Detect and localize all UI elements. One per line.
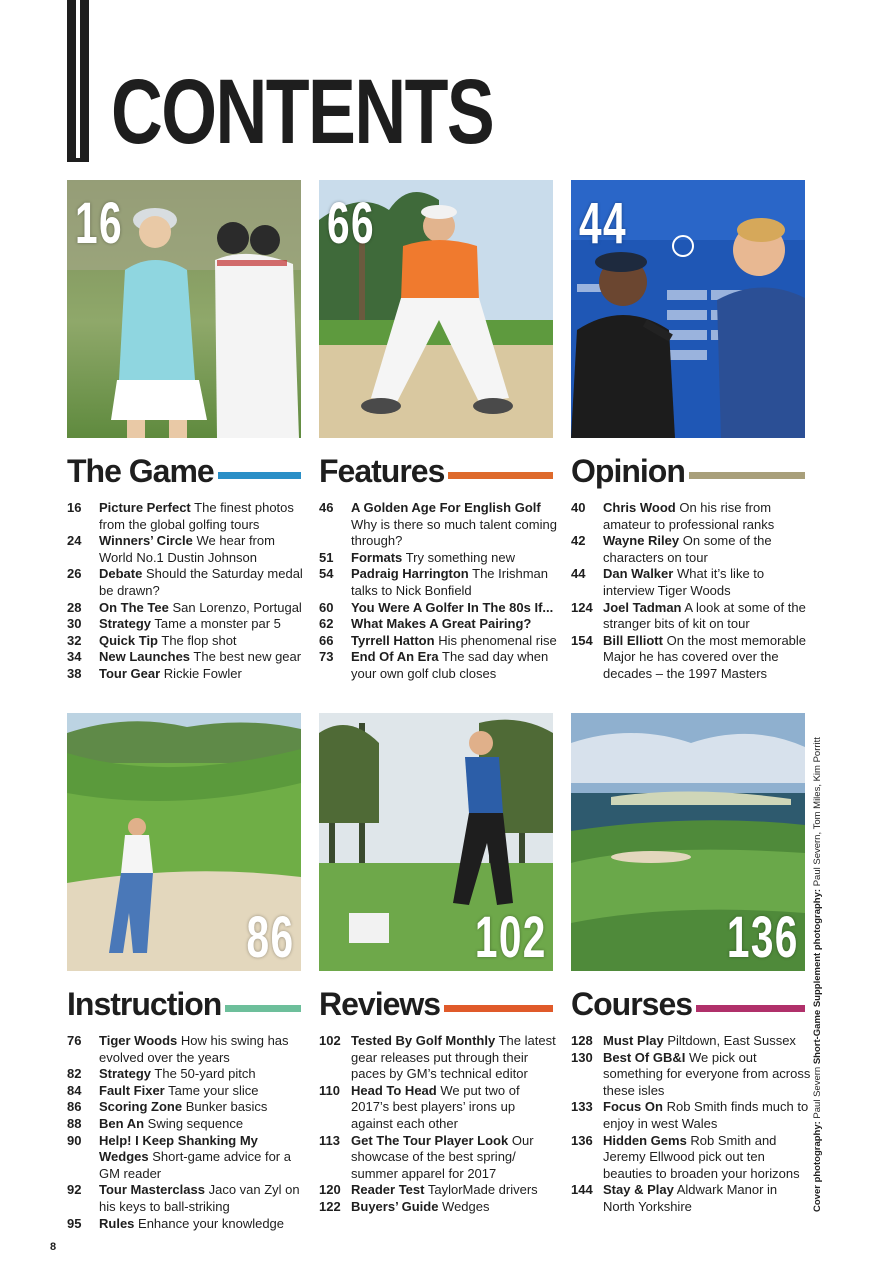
entry-description: Bunker basics [185, 1099, 268, 1115]
entry-description: Why is there so much talent coming through? [351, 516, 557, 549]
entry-title: Chris Wood [603, 500, 676, 515]
list-reviews [319, 1033, 559, 1216]
entry-title: Buyers’ Guide [351, 1198, 439, 1214]
entry-description: A look at some of the stranger bits of kit on tour [603, 599, 806, 632]
entry-title: Tested By Golf Monthly [351, 1033, 496, 1048]
entry-title: Hidden Gems [603, 1132, 687, 1148]
contents-entry [571, 1099, 811, 1132]
entry-title: Quick Tip [99, 632, 158, 648]
contents-entry [319, 500, 559, 550]
entry-title: A Golden Age For English Golf [351, 500, 541, 515]
contents-entry [319, 1182, 559, 1199]
entry-page-number: 44 [571, 566, 586, 582]
entry-title: Formats [351, 549, 403, 565]
contents-entry [571, 633, 811, 683]
entry-title: Rules [99, 1215, 135, 1231]
entry-page-number: 128 [571, 1033, 593, 1048]
entry-title: Reader Test [351, 1182, 425, 1198]
photo-credit [812, 737, 823, 1212]
entry-page-number: 124 [571, 599, 593, 615]
entry-description: Jaco van Zyl on his keys to ball-striking [99, 1182, 300, 1214]
contents-entry [571, 1133, 811, 1183]
entry-title: You Were A Golfer In The 80s If... [351, 599, 554, 615]
section-header-reviews [319, 985, 553, 1025]
entry-description: Aldwark Manor in North Yorkshire [603, 1182, 778, 1214]
section-title: Reviews [319, 985, 444, 1023]
list-the-game [67, 500, 307, 683]
contents-header [67, 0, 494, 163]
photo-courses [571, 713, 805, 971]
contents-entry [319, 550, 559, 567]
entry-description: On the most memorable Major he has covered over the decades – the 1997 Masters [603, 632, 807, 681]
contents-entry [67, 616, 307, 633]
contents-entry [67, 1216, 307, 1233]
photo-page-number: 44 [579, 191, 627, 256]
entry-title: Fault Fixer [99, 1082, 165, 1098]
list-features [319, 500, 559, 683]
contents-entry [67, 566, 307, 599]
entry-description: We pick out something for everyone from across these isles [603, 1049, 811, 1098]
photo-the-game [67, 180, 301, 438]
entry-description: The 50-yard pitch [154, 1066, 256, 1082]
entry-page-number: 86 [67, 1099, 82, 1115]
section-title: Features [319, 452, 448, 490]
entry-page-number: 66 [319, 632, 334, 648]
photo-instruction [67, 713, 301, 971]
entry-description: Our showcase of the best spring/ summer apparel for 2017 [351, 1132, 534, 1181]
entry-description: On some of the characters on tour [603, 533, 772, 565]
entry-page-number: 24 [67, 533, 82, 549]
entry-title: New Launches [99, 649, 191, 665]
entry-page-number: 51 [319, 549, 334, 565]
entry-page-number: 130 [571, 1049, 593, 1065]
photo-page-number: 16 [75, 191, 123, 256]
entry-title: Tyrrell Hatton [351, 632, 435, 648]
contents-entry [319, 649, 559, 682]
contents-entry [67, 1083, 307, 1100]
entry-page-number: 73 [319, 649, 334, 665]
entry-description: His phenomenal rise [438, 632, 557, 648]
entry-page-number: 38 [67, 665, 82, 681]
contents-entry [571, 1033, 811, 1050]
photo-page-number: 136 [727, 905, 799, 970]
entry-page-number: 144 [571, 1182, 593, 1198]
section-title: Courses [571, 985, 696, 1023]
page-title: CONTENTS [111, 61, 494, 163]
entry-page-number: 133 [571, 1099, 593, 1115]
entry-page-number: 88 [67, 1115, 82, 1131]
entry-title: Joel Tadman [603, 599, 682, 615]
entry-title: Best Of GB&I [603, 1049, 686, 1065]
contents-entry [67, 533, 307, 566]
contents-entry [319, 616, 559, 633]
entry-title: Padraig Harrington [351, 566, 469, 582]
photo-page-number: 102 [475, 905, 547, 970]
entry-page-number: 34 [67, 649, 82, 665]
entry-description: Piltdown, East Sussex [667, 1033, 796, 1048]
entry-description: Swing sequence [147, 1115, 244, 1131]
contents-entry [571, 1050, 811, 1100]
entry-title: Focus On [603, 1099, 663, 1115]
entry-page-number: 92 [67, 1182, 82, 1198]
contents-entry [67, 1116, 307, 1133]
contents-entry [319, 600, 559, 617]
list-instruction [67, 1033, 307, 1232]
photo-features [319, 180, 553, 438]
entry-title: On The Tee [99, 599, 169, 615]
entry-description: TaylorMade drivers [427, 1182, 538, 1198]
entry-page-number: 16 [67, 500, 82, 515]
entry-description: What it’s like to interview Tiger Woods [603, 566, 765, 598]
entry-page-number: 102 [319, 1033, 341, 1048]
section-header-the-game [67, 452, 301, 492]
contents-entry [319, 1133, 559, 1183]
section-title: Opinion [571, 452, 689, 490]
contents-entry [571, 1182, 811, 1215]
contents-entry [319, 633, 559, 650]
entry-title: Strategy [99, 616, 152, 632]
contents-entry [319, 566, 559, 599]
contents-entry [67, 1033, 307, 1066]
contents-entry [67, 666, 307, 683]
entry-title: End Of An Era [351, 649, 439, 665]
photo-opinion [571, 180, 805, 438]
entry-page-number: 84 [67, 1082, 82, 1098]
entry-description: Rickie Fowler [163, 665, 242, 681]
entry-page-number: 110 [319, 1082, 340, 1098]
entry-title: Dan Walker [603, 566, 674, 582]
entry-description: The finest photos from the global golfing tours [99, 500, 294, 532]
entry-page-number: 54 [319, 566, 334, 582]
entry-description: Try something new [405, 549, 516, 565]
entry-description: Tame your slice [168, 1082, 259, 1098]
entry-title: Ben An [99, 1115, 145, 1131]
entry-description: Tame a monster par 5 [154, 616, 281, 632]
photo-reviews [319, 713, 553, 971]
credit-label: Short-Game Supplement photography: [812, 888, 823, 1065]
entry-page-number: 40 [571, 500, 586, 515]
entry-title: Wayne Riley [603, 533, 680, 549]
entry-title: Bill Elliott [603, 632, 663, 648]
entry-title: Winners’ Circle [99, 533, 193, 549]
entry-page-number: 136 [571, 1132, 593, 1148]
entry-page-number: 76 [67, 1033, 82, 1048]
entry-title: Picture Perfect [99, 500, 191, 515]
photo-page-number: 86 [247, 905, 295, 970]
entry-title: Debate [99, 566, 143, 582]
contents-entry [67, 600, 307, 617]
entry-description: We put two of 2017’s best players’ irons up against each other [351, 1082, 520, 1131]
entry-description: The best new gear [193, 649, 302, 665]
contents-entry [67, 649, 307, 666]
entry-page-number: 154 [571, 632, 593, 648]
credit-label: Cover photography: [812, 1121, 823, 1212]
entry-title: Tour Masterclass [99, 1182, 205, 1198]
entry-description: On his rise from amateur to professional ranks [603, 500, 775, 532]
entry-page-number: 28 [67, 599, 82, 615]
entry-title: Tiger Woods [99, 1033, 178, 1048]
contents-entry [67, 500, 307, 533]
entry-page-number: 42 [571, 533, 586, 549]
entry-title: Get The Tour Player Look [351, 1132, 509, 1148]
entry-page-number: 113 [319, 1132, 340, 1148]
contents-entry [67, 1182, 307, 1215]
entry-page-number: 26 [67, 566, 82, 582]
entry-description: Wedges [442, 1198, 490, 1214]
contents-entry [67, 1099, 307, 1116]
section-header-courses [571, 985, 805, 1025]
entry-title: What Makes A Great Pairing? [351, 616, 532, 632]
section-header-opinion [571, 452, 805, 492]
contents-entry [319, 1083, 559, 1133]
contents-entry [67, 1066, 307, 1083]
contents-entry [571, 500, 811, 533]
header-bar-graphic [67, 0, 89, 162]
photo-page-number: 66 [327, 191, 375, 256]
entry-title: Head To Head [351, 1082, 437, 1098]
entry-description: Should the Saturday medal be drawn? [99, 566, 303, 598]
entry-description: Rob Smith and Jeremy Ellwood pick out ten beauties to broaden your horizons [603, 1132, 800, 1181]
list-opinion [571, 500, 811, 683]
entry-description: Rob Smith finds much to enjoy in west Wales [603, 1099, 809, 1131]
entry-page-number: 95 [67, 1215, 82, 1231]
entry-page-number: 62 [319, 616, 334, 632]
entry-description: How his swing has evolved over the years [99, 1033, 289, 1065]
section-header-instruction [67, 985, 301, 1025]
entry-title: Strategy [99, 1066, 152, 1082]
entry-description: San Lorenzo, Portugal [172, 599, 302, 615]
entry-page-number: 90 [67, 1132, 82, 1148]
entry-title: Stay & Play [603, 1182, 674, 1198]
entry-page-number: 122 [319, 1198, 341, 1214]
contents-entry [67, 633, 307, 650]
entry-page-number: 82 [67, 1066, 82, 1082]
entry-description: Enhance your knowledge [138, 1215, 285, 1231]
contents-entry [319, 1199, 559, 1216]
contents-entry [67, 1133, 307, 1183]
entry-title: Help! I Keep Shanking My Wedges [99, 1132, 258, 1165]
contents-entry [319, 1033, 559, 1083]
contents-entry [571, 533, 811, 566]
credit-text: Paul Severn [812, 1066, 823, 1119]
entry-page-number: 32 [67, 632, 82, 648]
entry-title: Scoring Zone [99, 1099, 183, 1115]
page-folio: 8 [50, 1241, 57, 1253]
entry-page-number: 60 [319, 599, 334, 615]
entry-title: Must Play [603, 1033, 664, 1048]
entry-description: We hear from World No.1 Dustin Johnson [99, 533, 275, 565]
credit-text: Paul Severn, Tom Miles, Kim Porritt [812, 737, 823, 887]
entry-description: The Irishman talks to Nick Bonfield [351, 566, 549, 598]
entry-page-number: 46 [319, 500, 334, 515]
entry-title: Tour Gear [99, 665, 161, 681]
section-header-features [319, 452, 553, 492]
section-title: The Game [67, 452, 218, 490]
entry-description: The sad day when your own golf club closes [351, 649, 549, 681]
entry-page-number: 30 [67, 616, 82, 632]
contents-entry [571, 566, 811, 599]
entry-description: Short-game advice for a GM reader [99, 1149, 291, 1181]
entry-description: The flop shot [161, 632, 237, 648]
section-title: Instruction [67, 985, 225, 1023]
entry-page-number: 120 [319, 1182, 341, 1198]
list-courses [571, 1033, 811, 1216]
entry-description: The latest gear releases put through their paces by GM’s technical editor [351, 1033, 556, 1082]
contents-entry [571, 600, 811, 633]
